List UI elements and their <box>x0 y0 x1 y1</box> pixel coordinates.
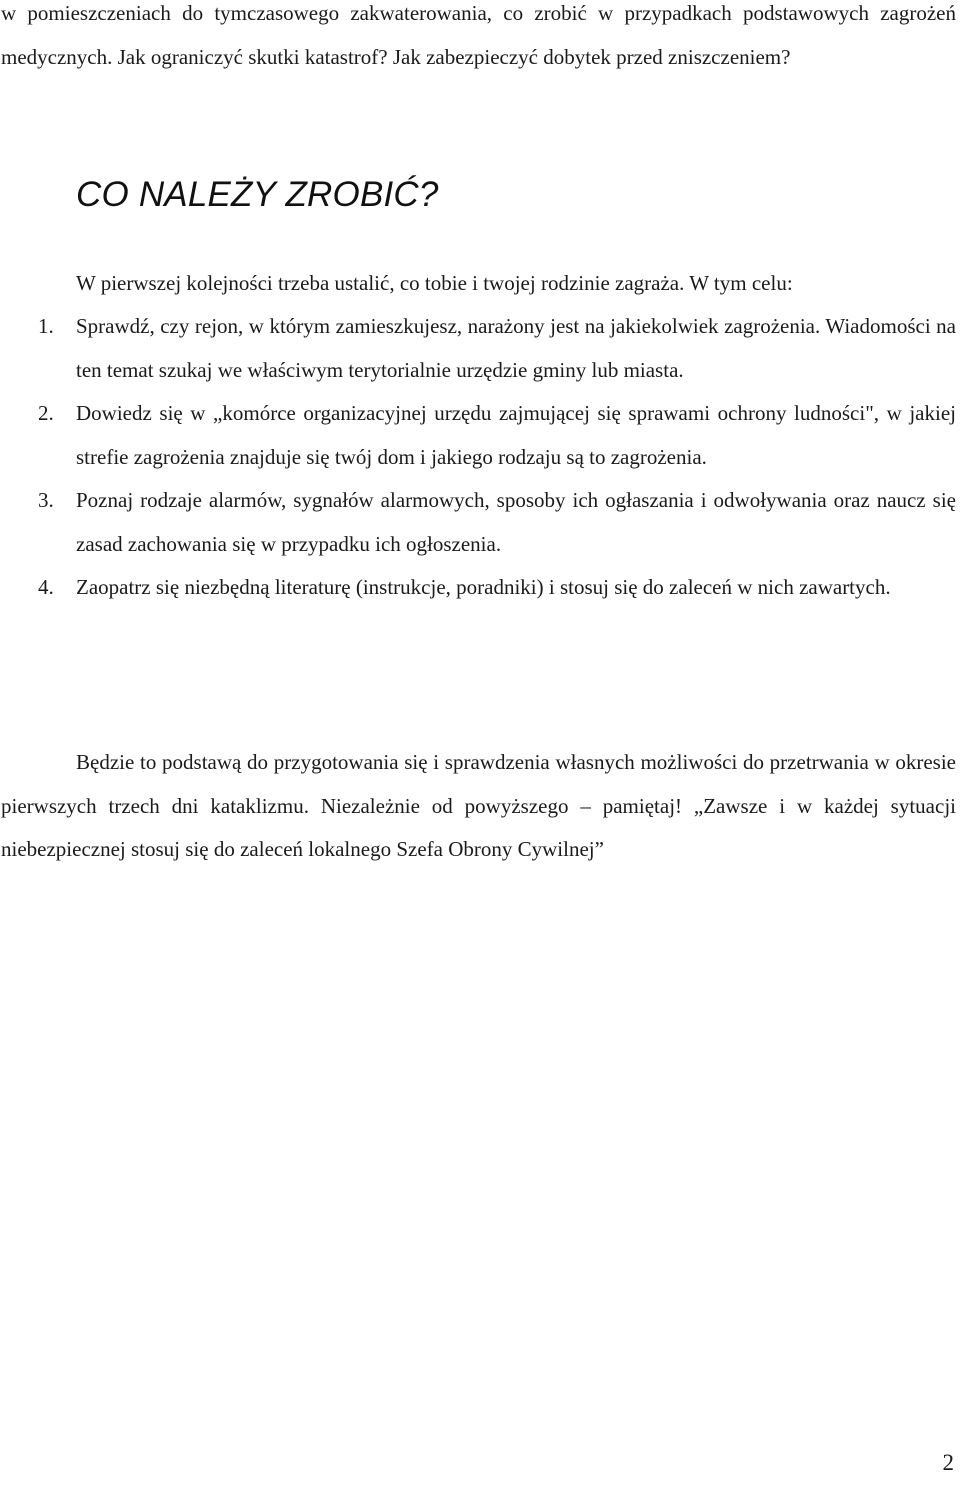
list-item-number: 4. <box>38 575 54 599</box>
lead-paragraph: W pierwszej kolejności trzeba ustalić, co tobie i twojej rodzinie zagraża. W tym celu: <box>76 271 793 295</box>
list-item-text: Poznaj rodzaje alarmów, sygnałów alarmowych, sposoby ich ogłaszania i odwoływania oraz naucz się zasad zachowania się w przypadku ich ogłoszenia. <box>76 488 956 556</box>
closing-paragraph: Będzie to podstawą do przygotowania się i sprawdzenia własnych możliwości do przetrwania w okresie pierwszych trzech dni kataklizmu. Niezależnie od powyższego – pamiętaj! „Zawsze i w każdej sytuacji niebezpiecznej stosuj się do zaleceń lokalnego Szefa Obrony Cywilnej” <box>1 750 956 861</box>
intro-paragraph: w pomieszczeniach do tymczasowego zakwaterowania, co zrobić w przypadkach podstawowych zagrożeń medycznych. Jak ograniczyć skutki katastrof? Jak zabezpieczyć dobytek przed zniszczeniem? <box>1 1 956 69</box>
list-item <box>0 305 956 392</box>
list-item <box>0 479 956 566</box>
list-item-text: Zaopatrz się niezbędną literaturę (instrukcje, poradniki) i stosuj się do zaleceń w nich zawartych. <box>76 575 891 599</box>
page-number: 2 <box>942 1450 954 1475</box>
list-item <box>0 566 956 610</box>
list-item-number: 1. <box>38 314 54 338</box>
list-item <box>0 392 956 479</box>
section-heading: CO NALEŻY ZROBIĆ? <box>76 175 439 214</box>
list-item-number: 2. <box>38 401 54 425</box>
list-item-text: Sprawdź, czy rejon, w którym zamieszkujesz, narażony jest na jakiekolwiek zagrożenia. Wiadomości na ten temat szukaj we właściwym terytorialnie urzędzie gminy lub miasta. <box>76 314 956 382</box>
steps-list <box>0 305 960 610</box>
list-item-number: 3. <box>38 488 54 512</box>
list-item-text: Dowiedz się w „komórce organizacyjnej urzędu zajmującej się sprawami ochrony ludności", w jakiej strefie zagrożenia znajduje się twój dom i jakiego rodzaju są to zagrożenia. <box>76 401 956 469</box>
